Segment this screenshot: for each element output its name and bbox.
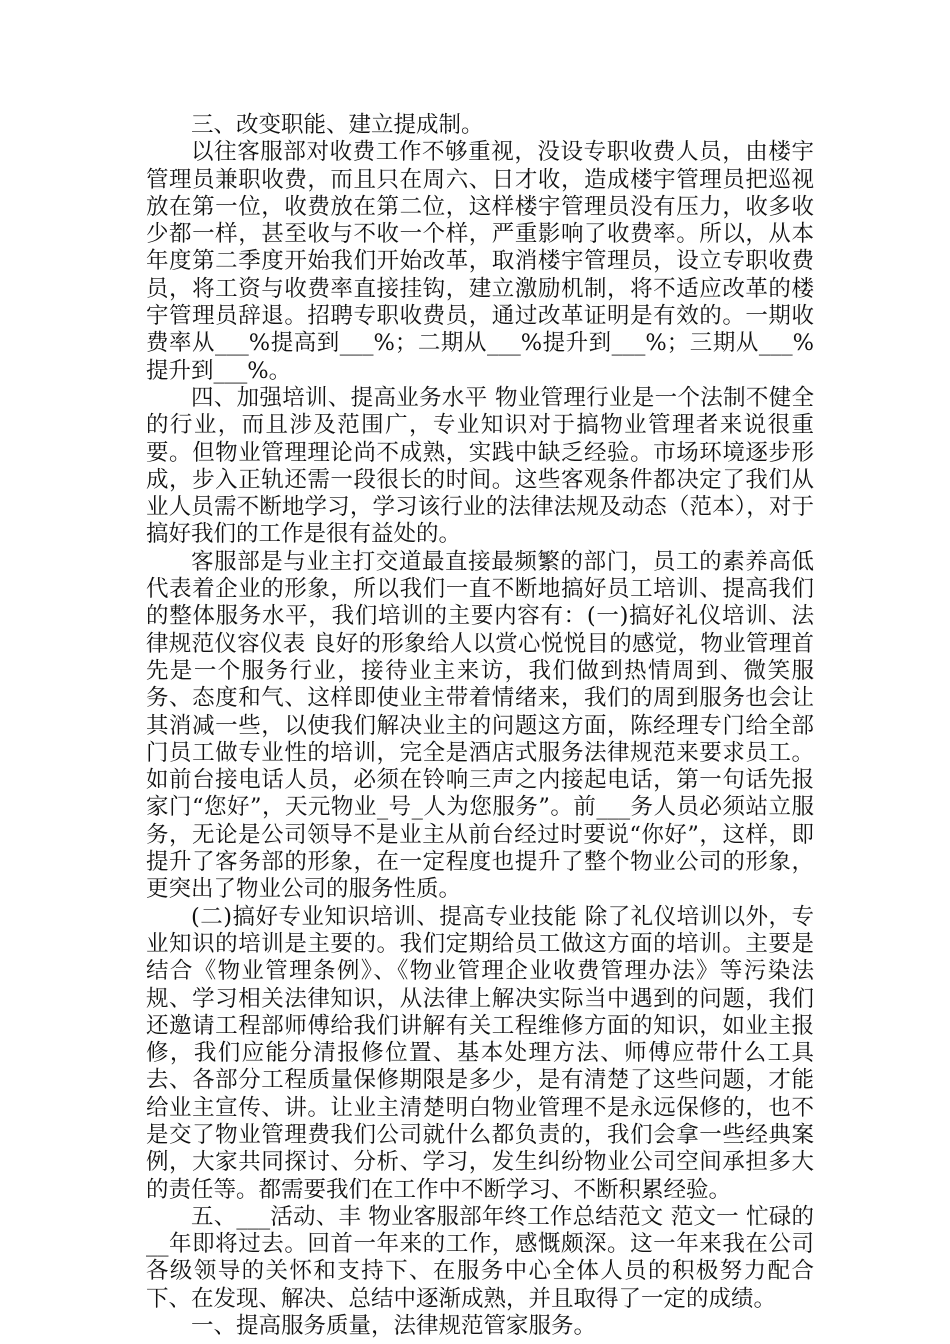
paragraph-etiquette-training: 客服部是与业主打交道最直接最频繁的部门，员工的素养高低代表着企业的形象，所以我们一直不断地搞好员工培训、提高我们的整体服务水平，我们培训的主要内容有：(一)搞好礼仪培训、法律规范仪容仪表 良好的形象给人以赏心悦悦目的感觉，物业管理首先是一个服务行业，接待业主来访，我们做到热情周到、微笑服务、态度和气、这样即使业主带着情绪来，我们的周到服务也会让其消减一些，以使我们解决业主的问题这方面，陈经理专门给全部门员工做专业性的培训，完全是酒店式服务法律规范来要求员工。如前台接电话人员，必须在铃响三声之内接起电话，第一句话先报家门“您好”，天元物业_号_人为您服务”。前___务人员必须站立服务，无论是公司领导不是业主从前台经过时要说“你好”，这样，即提升了客务部的形象，在一定程度也提升了整个物业公司的形象，更突出了物业公司的服务性质。 [146,548,814,903]
paragraph-service-quality-heading: 一、提高服务质量，法律规范管家服务。 [191,1313,597,1340]
paragraph-section-3-heading: 三、改变职能、建立提成制。 [191,112,484,138]
paragraph-professional-training: (二)搞好专业知识培训、提高专业技能 除了礼仪培训以外，专业知识的培训是主要的。我们定期给员工做这方面的培训。主要是结合《物业管理条例》、《物业管理企业收费管理办法》等污染法规、学习相关法律知识，从法律上解决实际当中遇到的问题，我们还邀请工程部师傅给我们讲解有关工程维修方面的知识，如业主报修，我们应能分清报修位置、基本处理方法、师傅应带什么工具去、各部分工程质量保修期限是多少，是有清楚了这些问题，才能给业主宣传、讲。让业主清楚明白物业管理不是永远保修的，也不是交了物业管理费我们公司就什么都负责的，我们会拿一些经典案例，大家共同探讨、分析、学习，发生纠纷物业公司空间承担多大的责任等。都需要我们在工作中不断学习、不断积累经验。 [146,903,814,1203]
paragraph-fee-reform: 以往客服部对收费工作不够重视，没设专职收费人员，由楼宇管理员兼职收费，而且只在周六、日才收，造成楼宇管理员把巡视放在第一位，收费放在第二位，这样楼宇管理员没有压力，收多收少都一样，甚至收与不收一个样，严重影响了收费率。所以，从本年度第二季度开始我们开始改革，取消楼宇管理员，设立专职收费员，将工资与收费率直接挂钩，建立激励机制，将不适应改革的楼宇管理员辞退。招聘专职收费员，通过改革证明是有效的。一期收费率从___%提高到___%；二期从___%提升到___%；三期从___%提升到___%。 [146,139,814,384]
paragraph-section-5-summary: 五、___活动、丰 物业客服部年终工作总结范文 范文一 忙碌的__年即将过去。回首一年来的工作，感慨颇深。这一年来我在公司各级领导的关怀和支持下、在服务中心全体人员的积极努力配合下、在发现、解决、总结中逐渐成熟，并且取得了一定的成绩。 [146,1203,814,1312]
document-page [146,112,814,1340]
paragraph-section-4-training: 四、加强培训、提高业务水平 物业管理行业是一个法制不健全的行业，而且涉及范围广，专业知识对于搞物业管理者来说很重要。但物业管理理论尚不成熟，实践中缺乏经验。市场环境逐步形成，步入正轨还需一段很长的时间。这些客观条件都决定了我们从业人员需不断地学习，学习该行业的法律法规及动态（范本），对于搞好我们的工作是很有益处的。 [146,384,814,548]
